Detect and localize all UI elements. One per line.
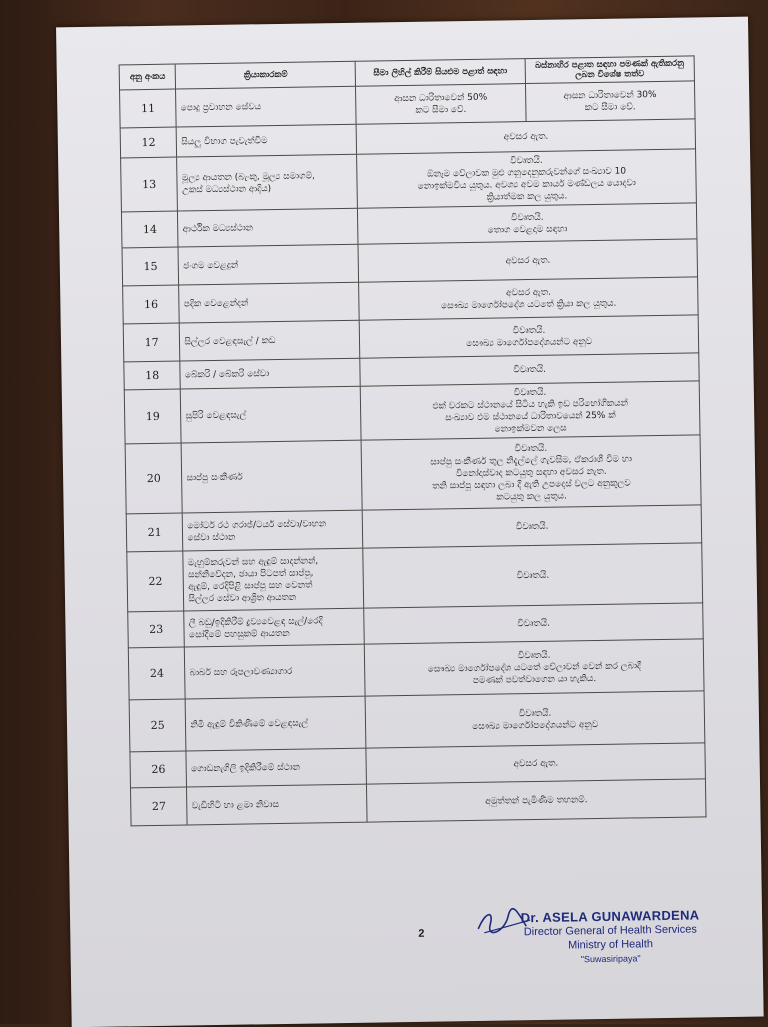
activity-line: සෝදීමේ පහසුකම් ආයතන [188,628,290,640]
condition-line: ඕනෑම වේලාවක මුළු ගනුදෙනුකරුවන්ගේ සංඛ්‍යාව 10 [427,166,627,180]
row-activity [178,208,358,247]
row-activity [182,440,363,513]
activity-line: මූල්‍ය ආයතන (බැංකු, මූල්‍ය සමාගම්, [181,170,315,183]
row-activity [186,748,366,787]
activity-line: උකස් මධ්‍යස්ථාන ආදිය) [181,183,272,195]
condition-line: විනෝදාස්වාද කටයුතු සඳහා අවසර නැත. [455,466,607,479]
condition-line: ආසන ධාරිතාවෙන් 50% [394,92,488,104]
activity-line: ගොඩනැගිලි ඉදිකිරීමේ ස්ථාන [191,762,301,774]
condition-line: විවෘතයි. [514,443,548,454]
activity-line: සිල්ලර සේවා ආශ්‍රිත ආයතන [188,592,297,604]
table-body [120,81,706,826]
condition-line: සෞඛ්‍ය මාර්ගෝපදේශ යටතේ ක්‍රියා කල යුතුය. [440,298,617,311]
activity-line: පදික වෙළෙන්දන් [183,297,249,309]
table-row [130,779,706,826]
row-condition [363,543,703,608]
row-number: 27 [130,787,187,826]
condition-line: සෞඛ්‍ය මාර්ගෝපදේශයන්ට අනුව [466,336,593,349]
header-all-provinces: සීමා ලිහිල් කිරීම් සියළුම පළාත් සඳහා [355,59,525,87]
condition-line: නොඉක්මවන ලෙස [494,422,567,435]
activity-line: මෝටර් රථ ගරාජ්/ටයර් සේවා/වාහන [187,518,327,531]
condition-line: විවෘතයි. [513,387,547,398]
condition-line: විවෘතයි. [517,618,550,629]
table-row [124,381,700,444]
page-number: 2 [418,927,425,940]
condition-line: සාප්පු සංකීර්ණ තුල නිදැල්ලේ ගැවසීම, ඒකරාශී වීම හා [430,453,632,468]
row-activity [178,244,359,285]
row-activity [183,548,364,611]
condition-line: සෞඛ්‍ය මාර්ගෝපදේශයන්ට අනුව [472,719,599,732]
row-number: 11 [120,89,177,128]
condition-line: විවෘතයි. [515,521,549,532]
row-activity [180,320,361,361]
table-row [121,149,697,212]
row-number: 22 [127,551,184,612]
row-activity [187,784,368,825]
table-row [125,435,701,514]
activity-line: සිල්ලර වෙළඳසැල් / කඩ [184,335,276,347]
condition-line: විවෘතයි. [512,325,546,336]
row-activity [185,644,366,699]
condition-line: අවසර ඇත. [505,287,551,298]
row-condition [359,277,698,320]
condition-line: විවෘතයි. [517,650,551,661]
row-condition [358,203,697,244]
condition-line: විවෘතයි. [510,212,544,223]
row-condition [365,691,704,748]
row-activity [180,358,360,389]
condition-line: අවසර ඇත. [503,131,549,142]
row-condition [366,743,705,784]
activity-line: ආර්ථික මධ්‍යස්ථාන [182,222,254,234]
condition-line: නොඉක්මවිය යුතුය. අවශ්‍ය අවම කාර්ය මණ්ඩලය යොදවා [417,177,636,192]
row-western-province [525,81,695,122]
row-number: 19 [124,389,181,444]
signature-icon [474,906,534,937]
header-number: අනු අංකය [119,64,176,90]
condition-line: විවෘතයි. [516,570,550,581]
condition-line: සෞඛ්‍ය මාර්ගෝපදේශ යටතේ වේලාවන් වෙන් කර ලබාදී [427,660,642,675]
row-number: 15 [122,247,179,286]
row-condition [365,639,704,696]
condition-line: විවෘතයි. [513,364,547,375]
header-western-province: බස්නාහිර පළාත සඳහා පමණක් ඇතිකරනු ලබන විශේෂ තත්ව [525,56,695,84]
condition-line: විවෘතයි. [510,155,543,166]
stamp-building: "Suwasiripaya" [580,953,641,965]
activity-line: බේකරි / බේකරි සේවා [184,368,270,380]
row-condition [361,435,701,510]
row-number: 24 [128,647,185,700]
activity-line: නිමි ඇඳුම් විකිණීමේ වෙළඳසැල් [190,718,309,730]
row-number: 26 [130,751,187,788]
header-activity: ක්‍රියාකාරකම් [176,61,356,89]
row-activity [179,282,360,323]
row-number: 17 [123,323,180,362]
stamp-ministry: Ministry of Health [567,938,654,952]
activity-line: වැඩිහිටි හා ළමා නිවාස [191,799,280,811]
row-condition [360,315,699,358]
condition-line: ක්‍රියාත්මක කල යුතුය. [486,190,568,203]
condition-line: අවසර ඇත. [505,255,551,266]
row-number: 13 [121,157,178,212]
row-activity [181,386,362,443]
activity-line: සාප්පු සංකීර්ණ [186,472,243,483]
row-number: 18 [124,361,181,390]
condition-line: එක් වරකට ස්ථානයේ සිටිය හැකි ඉඩ පරිභෝගිකයන් [432,397,629,412]
row-activity [184,608,364,647]
condition-line: කට සීමා වේ. [584,101,636,113]
row-number: 14 [121,211,178,248]
condition-line: පමණක් පවත්වාගෙන යා හැකිය. [472,673,597,686]
table-row [129,691,705,752]
official-stamp [480,907,741,968]
regulations-table [119,55,707,826]
table-row [127,543,703,612]
condition-line: විවෘතයි. [518,708,552,719]
row-number: 12 [120,127,177,158]
row-condition [363,505,702,548]
condition-line: තොග වෙළදාම සඳහා [487,223,568,236]
activity-line: පොදු ප්‍රවාහන සේවය [180,101,262,113]
row-number: 21 [126,513,183,552]
row-condition [364,603,703,644]
row-activity [183,510,364,551]
row-number: 20 [125,443,183,514]
condition-line: කට සීමා වේ. [415,104,467,116]
activity-line: ජංගම වෙළදුන් [183,260,239,271]
activity-line: ලී බඩු/ඉදිකිරීම් ද්‍රව්‍යවෙළඳ සැල්/රෙදි [188,615,323,628]
condition-line: සංඛ්‍යාව එම ස්ථානයේ ධාරිතාවයෙන් 25% ක් [445,410,616,423]
condition-line: අවසර ඇත. [513,758,559,769]
activity-line: බාබර් සහ රූපලාවණ්‍යාගාර [189,666,293,678]
condition-line: කටයුතු කල යුතුය. [496,490,568,503]
condition-line: තනි සාප්පු සඳහා ලබා දී ඇති උපදෙස් වලට අනුකූලව [432,477,631,492]
document-page [56,17,764,1027]
activity-line: සුපිරි වෙළඳසැල් [185,409,247,421]
activity-line: සියලු විභාග පැවැත්වීම [181,135,268,147]
activity-line: සේවා ස්ථාන [187,532,236,543]
row-condition [361,381,700,440]
row-all-provinces [356,84,526,125]
activity-line: මැහුම්කරුවන් සහ ඇඳුම් සාදන්නන්, [187,555,319,568]
activity-line: සන්නිවේදන, ඡායා පිටපත් සාප්පු, [188,567,314,580]
row-activity [177,124,357,157]
row-condition [358,239,697,282]
activity-line: ඇඳුම්, රෙදිපිළි සාප්පු සහ වෙනත් [188,579,313,592]
row-condition [367,779,706,822]
row-condition [357,149,696,208]
stamp-title: Director General of Health Services [523,923,697,939]
row-activity [176,86,357,127]
stamp-name: Dr. ASELA GUNAWARDENA [520,907,700,926]
row-number: 23 [128,611,185,648]
row-activity [186,696,367,751]
row-activity [177,154,358,211]
condition-line: ආසන ධාරිතාවෙන් 30% [563,89,657,101]
row-number: 16 [123,285,180,324]
condition-line: අමුත්තන් පැමිණීම තහනම්. [485,794,588,807]
row-number: 25 [129,699,186,752]
table-row [128,639,704,700]
